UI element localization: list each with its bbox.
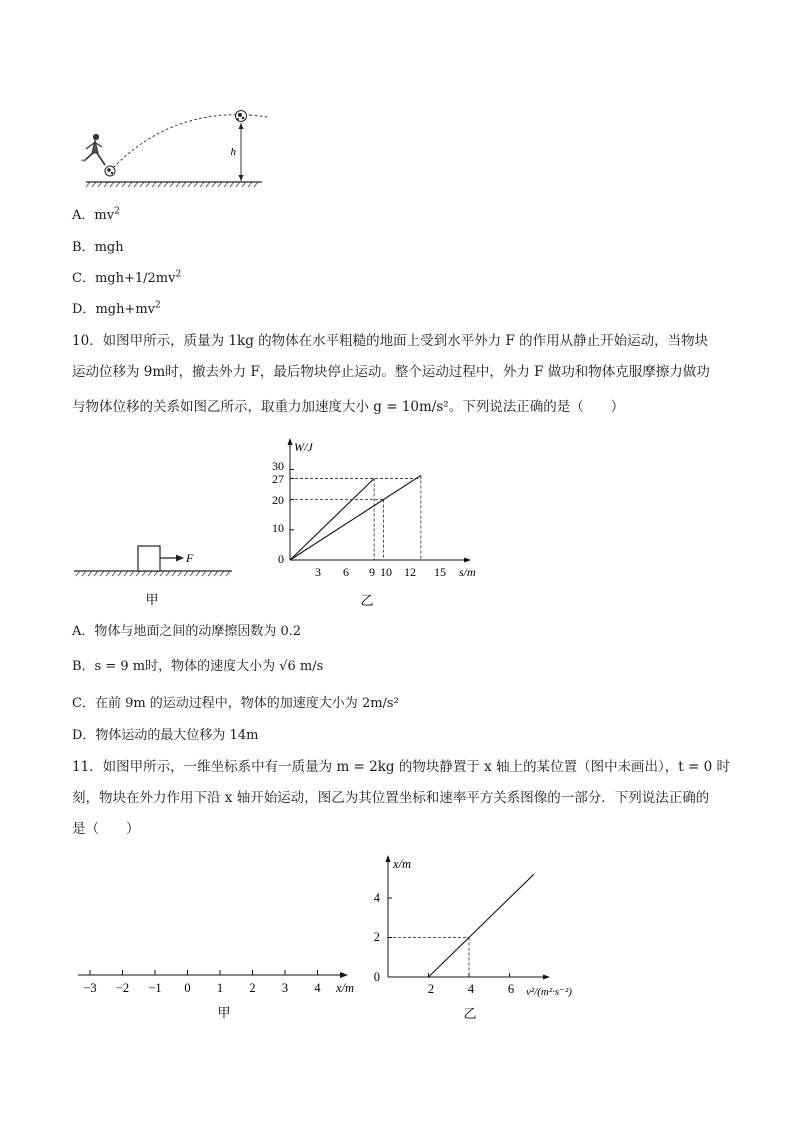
xtick-3: 3 — [315, 565, 321, 579]
floor-hatching — [76, 571, 230, 576]
xtick-15: 15 — [434, 565, 446, 579]
ball-high — [236, 111, 247, 122]
xtick-9: 9 — [369, 565, 375, 579]
figure-caption-yi: 乙 — [463, 1006, 477, 1021]
q10-option-a[interactable]: A．物体与地面之间的动摩擦因数为 0.2 — [72, 624, 302, 639]
q10-chart-yi — [262, 432, 487, 612]
q9-option-a[interactable]: A．$mv^2$ — [72, 206, 120, 223]
number-line-tick-label-7: 4 — [314, 981, 321, 995]
ytick-30: 30 — [272, 459, 284, 473]
q11-stem-line-1: 11．如图甲所示，一维坐标系中有一质量为 m = 2kg 的物块静置于 x 轴上的某位置（图中未画出），t = 0 时 — [72, 759, 731, 775]
q9-figure — [72, 105, 272, 190]
origin-label: 0 — [278, 552, 284, 566]
trajectory-extension — [250, 115, 268, 117]
x-axis-label: s/m — [459, 565, 476, 579]
ytick-2: 2 — [373, 930, 380, 944]
number-line-tick-label-4: 1 — [216, 981, 224, 995]
q11-stem-line-3: 是（ ） — [72, 821, 140, 837]
xtick-6: 6 — [507, 982, 515, 996]
number-line-tick-label-6: 3 — [281, 981, 289, 995]
series-line-0 — [290, 478, 374, 560]
ytick-4: 4 — [373, 891, 380, 905]
block — [138, 546, 160, 571]
ytick-10: 10 — [272, 521, 284, 535]
xtick-4: 4 — [467, 982, 475, 996]
ytick-20: 20 — [272, 493, 284, 507]
xtick-6: 6 — [343, 565, 349, 579]
y-axis-arrow — [386, 855, 391, 862]
xtick-2: 2 — [427, 982, 435, 996]
q10-stem-line-3: 与物体位移的关系如图乙所示，取重力加速度大小 g = 10m/s²。下列说法正确的是（ ） — [72, 399, 625, 415]
ball-trajectory — [110, 115, 250, 171]
y-axis-arrow — [288, 438, 293, 445]
q10-figure-jia — [72, 535, 237, 610]
number-line-label: x/m — [336, 981, 355, 995]
xtick-10: 10 — [380, 565, 392, 579]
force-label: F — [186, 551, 194, 565]
number-line-tick-label-3: 0 — [184, 981, 191, 995]
xtick-12: 12 — [404, 565, 416, 579]
ground-hatching — [86, 182, 258, 187]
x-axis-label: v²/(m²·s⁻²) — [526, 986, 572, 998]
x-axis-arrow — [543, 975, 550, 980]
q10-option-b[interactable]: B．s = 9 m时，物体的速度大小为 √6 m/s — [72, 659, 324, 674]
q11-stem-line-2: 刻，物块在外力作用下沿 x 轴开始运动，图乙为其位置坐标和速率平方关系图像的一部分．下列说法正确的 — [72, 790, 710, 806]
figure-caption-jia: 甲 — [145, 592, 159, 607]
q9-option-d[interactable]: D．$mgh+mv^2$ — [72, 300, 161, 317]
y-axis-label: W/J — [294, 440, 313, 454]
series-line-1 — [290, 475, 421, 560]
ytick-27: 27 — [272, 472, 284, 486]
q10-option-d[interactable]: D．物体运动的最大位移为 14m — [72, 728, 259, 743]
q10-stem-line-2: 运动位移为 9m时，撤去外力 F，最后物块停止运动。整个运动过程中，外力 F 做功和物体克服摩擦力做功 — [72, 364, 710, 380]
figure-caption-jia: 甲 — [217, 1005, 231, 1020]
q11-number-line-jia — [72, 955, 372, 1025]
x-axis-arrow — [464, 558, 471, 563]
number-line-tick-label-5: 2 — [249, 981, 256, 995]
player-figure — [80, 134, 105, 165]
q9-option-c[interactable]: C．$mgh+1/2mv^2$ — [72, 269, 182, 286]
q9-option-b[interactable]: B．mgh — [72, 240, 124, 255]
q10-stem-line-1: 10．如图甲所示，质量为 1kg 的物体在水平粗糙的地面上受到水平外力 F 的作用从静止开始运动，当物块 — [72, 333, 709, 349]
number-line-tick-label-2: −1 — [148, 981, 162, 995]
number-line-tick-label-0: −3 — [83, 981, 97, 995]
series-line-0 — [429, 874, 534, 977]
q10-option-c[interactable]: C．在前 9m 的运动过程中，物体的加速度大小为 2m/s² — [72, 696, 399, 711]
ytick-0: 0 — [373, 970, 380, 984]
ball-start — [105, 166, 115, 176]
y-axis-label: x/m — [393, 857, 412, 871]
number-line-tick-label-1: −2 — [115, 981, 130, 995]
figure-caption-yi: 乙 — [360, 593, 374, 608]
number-line-arrow — [340, 972, 348, 978]
height-label: h — [230, 146, 236, 158]
q11-chart-yi — [360, 852, 610, 1027]
